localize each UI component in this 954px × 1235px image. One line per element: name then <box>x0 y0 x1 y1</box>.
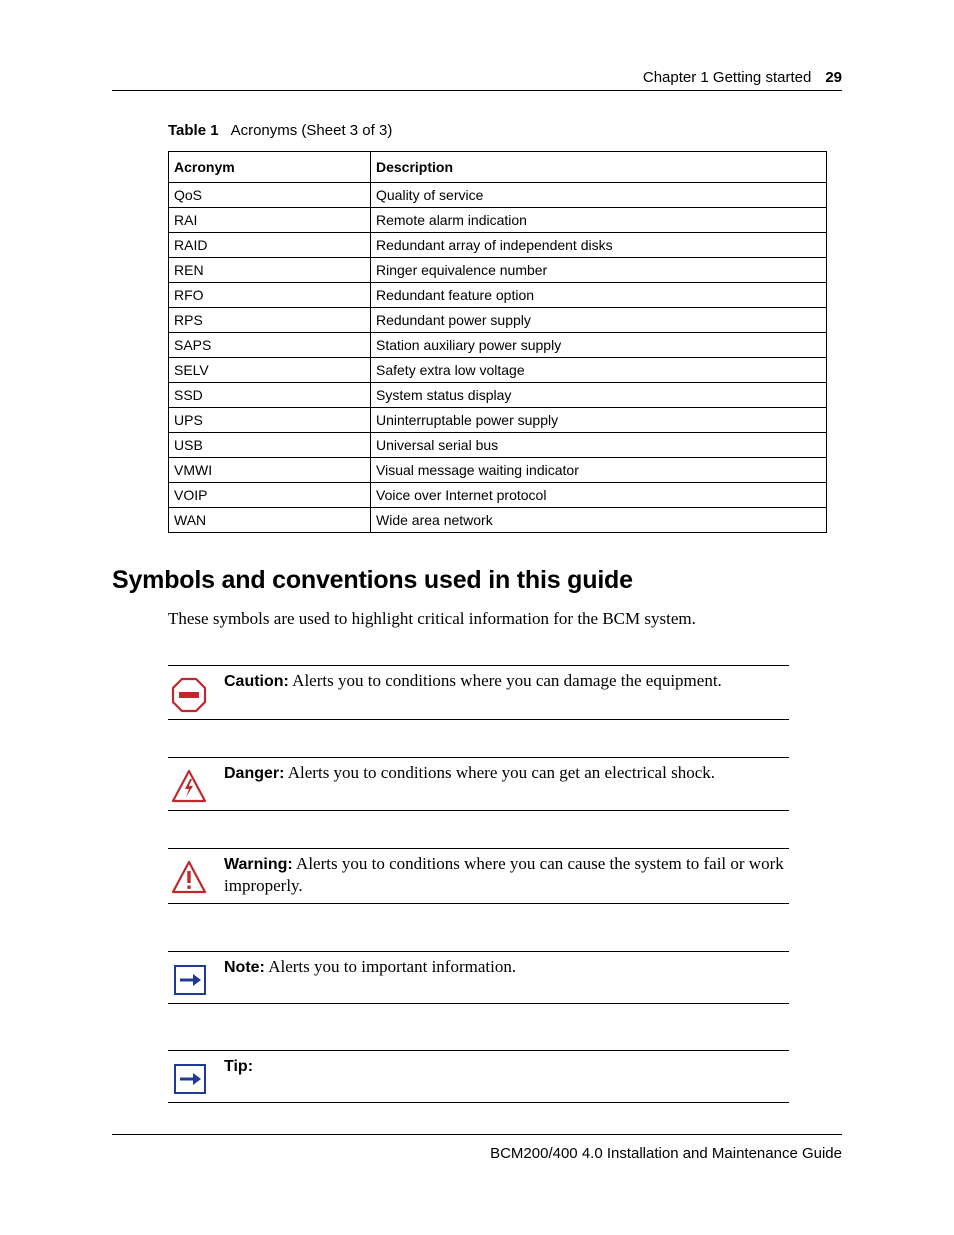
column-header-acronym: Acronym <box>169 152 371 183</box>
table-row <box>169 233 827 258</box>
note-arrow-icon <box>170 962 208 1000</box>
description-cell: Redundant power supply <box>371 308 827 333</box>
description-cell: Visual message waiting indicator <box>371 458 827 483</box>
tip-label: Tip: <box>224 1058 254 1075</box>
tip-notice <box>168 1050 789 1103</box>
table-caption-label: Table 1 <box>168 122 219 139</box>
acronym-cell: RPS <box>169 308 371 333</box>
table-row <box>169 283 827 308</box>
danger-notice <box>168 757 789 811</box>
caution-text <box>224 670 790 692</box>
tip-arrow-icon <box>170 1061 208 1099</box>
description-cell: Uninterruptable power supply <box>371 408 827 433</box>
note-body: Alerts you to important information. <box>264 957 517 976</box>
table-row <box>169 483 827 508</box>
warning-text <box>224 853 790 896</box>
acronym-cell: QoS <box>169 183 371 208</box>
table-header-row <box>169 152 827 183</box>
table-row <box>169 508 827 533</box>
danger-text <box>224 762 790 784</box>
table-caption-text: Acronyms (Sheet 3 of 3) <box>230 122 393 139</box>
acronym-cell: VOIP <box>169 483 371 508</box>
section-intro: These symbols are used to highlight critical information for the BCM system. <box>168 609 696 628</box>
danger-label: Danger: <box>224 765 285 782</box>
description-cell: Remote alarm indication <box>371 208 827 233</box>
header-text <box>643 69 842 86</box>
caution-label: Caution: <box>224 673 289 690</box>
acronym-cell: UPS <box>169 408 371 433</box>
page-footer <box>112 1134 842 1162</box>
acronym-cell: WAN <box>169 508 371 533</box>
column-header-description: Description <box>371 152 827 183</box>
page-number: 29 <box>825 69 842 86</box>
danger-body: Alerts you to conditions where you can get an electrical shock. <box>284 763 715 782</box>
acronym-cell: SELV <box>169 358 371 383</box>
table-row <box>169 433 827 458</box>
description-cell: Redundant array of independent disks <box>371 233 827 258</box>
warning-body: Alerts you to conditions where you can cause the system to fail or work improperly. <box>224 854 784 895</box>
description-cell: Voice over Internet protocol <box>371 483 827 508</box>
description-cell: Universal serial bus <box>371 433 827 458</box>
note-notice <box>168 951 789 1004</box>
section-title: Symbols and conventions used in this guide <box>112 566 633 594</box>
description-cell: Wide area network <box>371 508 827 533</box>
table-row <box>169 458 827 483</box>
acronyms-table <box>168 151 827 533</box>
table-row <box>169 383 827 408</box>
tip-text <box>224 1055 790 1077</box>
description-cell: Quality of service <box>371 183 827 208</box>
table-caption <box>168 122 392 139</box>
acronym-cell: REN <box>169 258 371 283</box>
table-row <box>169 258 827 283</box>
warning-exclamation-icon <box>170 859 208 897</box>
description-cell: Station auxiliary power supply <box>371 333 827 358</box>
warning-label: Warning: <box>224 856 293 873</box>
acronym-cell: SSD <box>169 383 371 408</box>
caution-body: Alerts you to conditions where you can damage the equipment. <box>288 671 722 690</box>
acronym-cell: RAID <box>169 233 371 258</box>
caution-stop-icon <box>170 676 208 714</box>
note-label: Note: <box>224 959 265 976</box>
page-header <box>112 68 842 91</box>
table-row <box>169 183 827 208</box>
table-row <box>169 333 827 358</box>
note-text <box>224 956 790 978</box>
description-cell: Safety extra low voltage <box>371 358 827 383</box>
chapter-title: Chapter 1 Getting started <box>642 69 812 86</box>
description-cell: Redundant feature option <box>371 283 827 308</box>
footer-title: BCM200/400 4.0 Installation and Maintenance Guide <box>490 1145 842 1162</box>
table-body <box>169 183 827 533</box>
acronym-cell: RAI <box>169 208 371 233</box>
danger-shock-icon <box>170 768 208 806</box>
table-row <box>169 358 827 383</box>
table-row <box>169 208 827 233</box>
acronym-cell: VMWI <box>169 458 371 483</box>
description-cell: Ringer equivalence number <box>371 258 827 283</box>
acronym-cell: RFO <box>169 283 371 308</box>
table-row <box>169 408 827 433</box>
acronym-cell: SAPS <box>169 333 371 358</box>
acronym-cell: USB <box>169 433 371 458</box>
warning-notice <box>168 848 789 904</box>
table-row <box>169 308 827 333</box>
caution-notice <box>168 665 789 720</box>
description-cell: System status display <box>371 383 827 408</box>
